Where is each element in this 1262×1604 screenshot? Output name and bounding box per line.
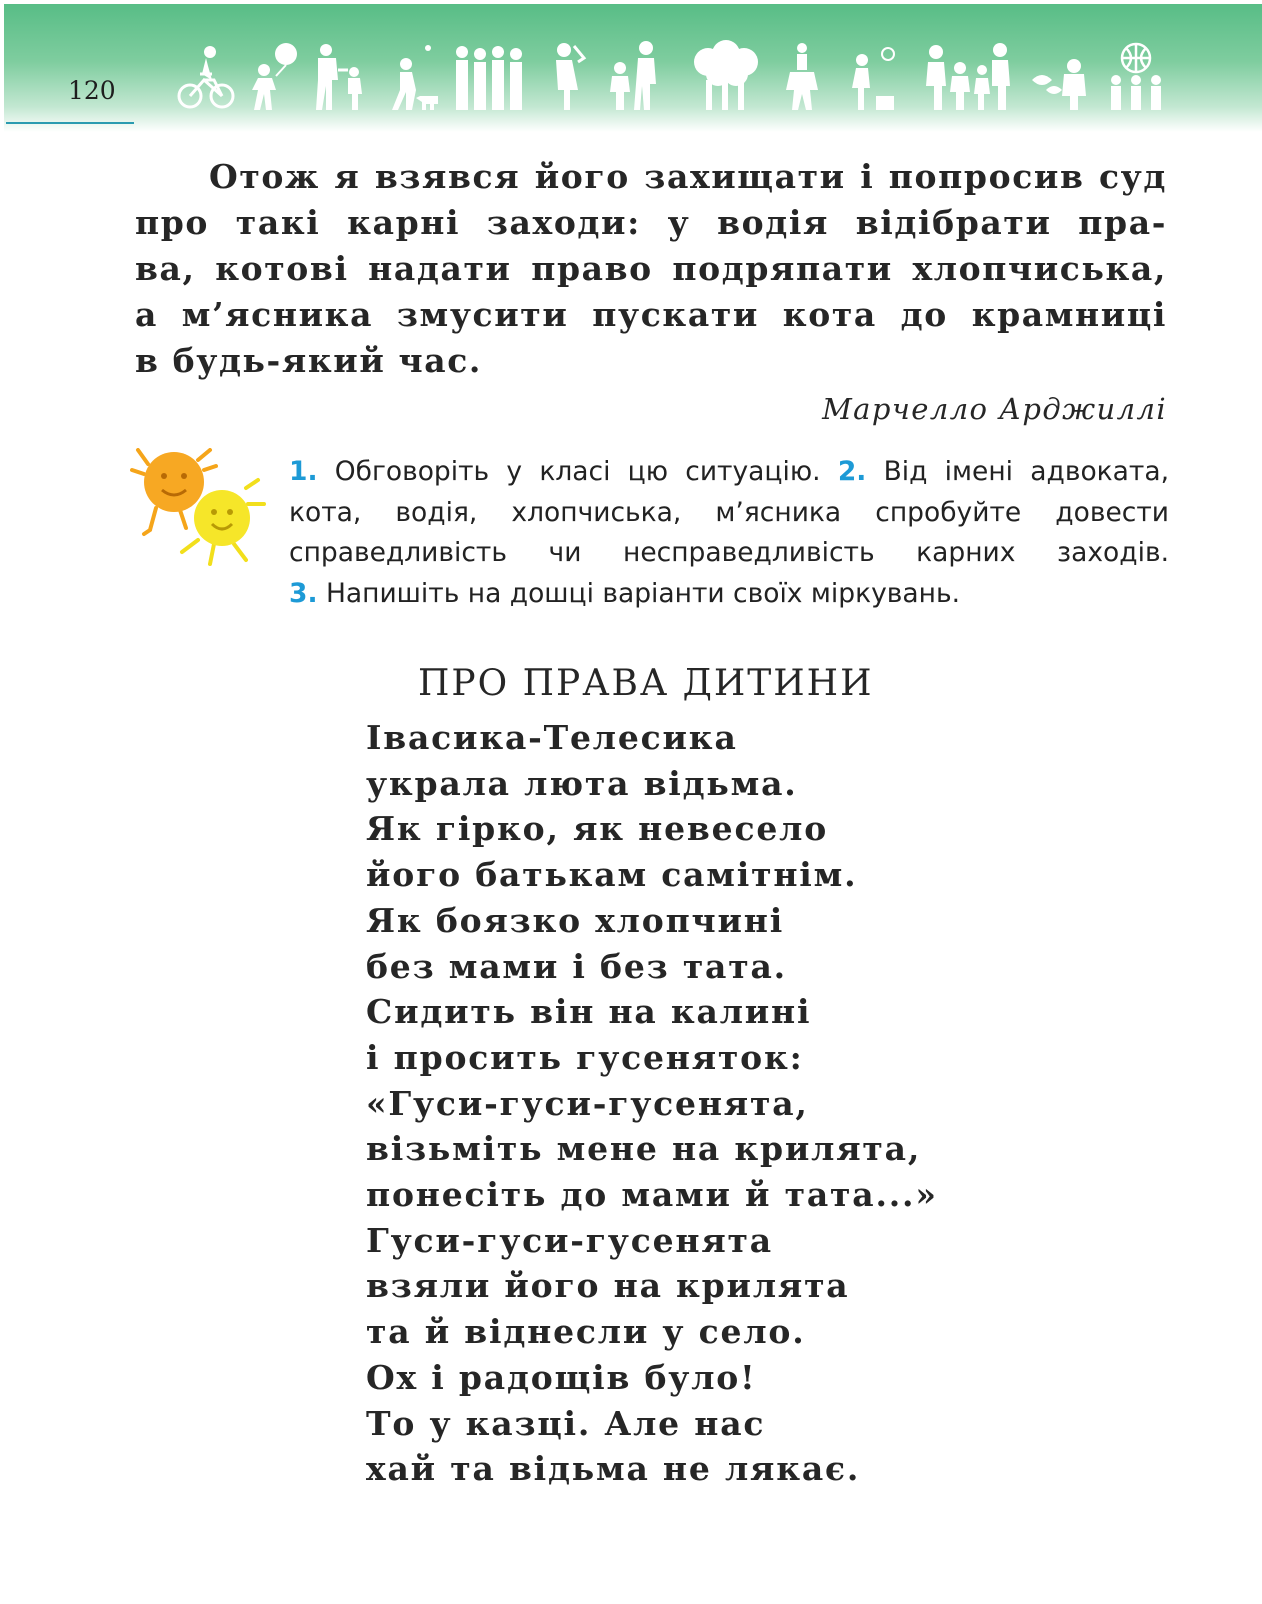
task-block (289, 452, 1169, 614)
task-line-2 (289, 493, 1169, 534)
poem-line: Як боязко хлопчині (366, 900, 785, 940)
poem-line: його батькам самітнім. (366, 855, 858, 895)
poem-line: взяли його на крилята (366, 1266, 850, 1306)
poem-line: понесіть до мами й тата...» (366, 1175, 938, 1215)
poem-line: та й віднесли у село. (366, 1312, 806, 1352)
prose-line: в будь-який час. (135, 341, 483, 380)
people-pyramid-icon (780, 40, 824, 112)
child-with-balloon-icon (246, 40, 306, 112)
page-number: 120 (68, 76, 116, 105)
poem-line: Сидить він на калині (366, 992, 812, 1032)
poem-line: хай та відьма не лякає. (366, 1449, 861, 1489)
poem-line: візьміть мене на крилята, (366, 1129, 922, 1169)
family-icon (924, 40, 1010, 112)
poem-line: і просить гусеняток: (366, 1037, 804, 1077)
poem-line: Як гірко, як невесело (366, 809, 829, 849)
prose-line: Отож я взявся його захищати і попросив суд (209, 157, 1167, 196)
child-with-dog-icon (382, 40, 442, 112)
smiling-suns-icon (130, 448, 270, 568)
cyclist-icon (176, 40, 236, 112)
task-text-2c: справедливість чи несправедливість карних заходів. (289, 537, 1169, 568)
poem-line: Гуси-гуси-гусенята (366, 1220, 773, 1260)
poem-body (366, 715, 938, 1492)
task-text-2a: Від імені адвоката, (883, 456, 1170, 487)
prose-line: а м’ясника змусити пускати кота до крамниці (135, 295, 1167, 334)
author-name: Марчелло Арджиллі (822, 392, 1167, 426)
tree-icon (690, 40, 760, 112)
woman-with-child-icon (544, 40, 604, 112)
task-number-2: 2. (837, 456, 867, 487)
task-line-4 (289, 574, 1169, 615)
poem-line: украла люта відьма. (366, 763, 798, 803)
poem-line: без мами і без тата. (366, 946, 787, 986)
family-walking-icon (600, 40, 664, 112)
prose-paragraph (135, 154, 1167, 384)
task-line-1 (289, 452, 1169, 493)
poem-line: Івасика-Телесика (366, 718, 738, 757)
task-text-2b: кота, водія, хлопчиська, м’ясника спробуйте довести (289, 496, 1169, 528)
parent-with-child-icon (310, 40, 370, 112)
poem-line: Ох і радощів було! (366, 1357, 757, 1397)
child-playing-icon (844, 40, 900, 112)
globe-people-icon (1106, 40, 1166, 112)
prose-line: про такі карні заходи: у водія відібрати пра- (135, 203, 1167, 242)
silhouette-strip (176, 40, 1178, 112)
task-line-3 (289, 533, 1169, 574)
page-number-underline (6, 122, 134, 124)
poem-title: ПРО ПРАВА ДИТИНИ (418, 663, 874, 704)
gardener-icon (1028, 40, 1092, 112)
poem-line: «Гуси-гуси-гусенята, (366, 1083, 809, 1123)
task-text-3: Напишіть на дошці варіанти своїх міркувань. (325, 577, 960, 609)
group-of-children-icon (452, 40, 528, 112)
prose-line: ва, котові надати право подряпати хлопчиська, (135, 249, 1167, 288)
task-number-3: 3. (289, 577, 318, 609)
task-text-1: Обговоріть у класі цю ситуацію. (334, 456, 821, 487)
task-number-1: 1. (289, 456, 318, 487)
poem-line: То у казці. Але нас (366, 1403, 766, 1443)
